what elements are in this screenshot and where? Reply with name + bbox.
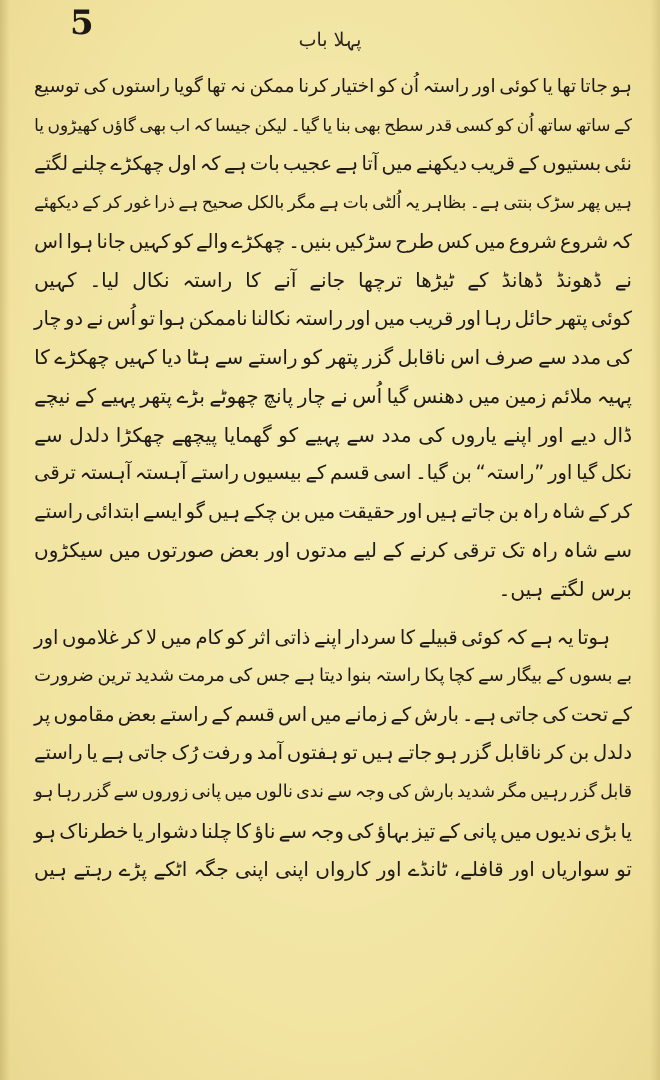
text-line: نکل گیا اور ”راستہ“ بن گیا۔ اسی قسم کے بیسیوں راستے آہستہ آہستہ ترقی <box>34 461 632 485</box>
text-line: تو سواریاں اور قافلے، ٹانڈے اور کارواں اپنی اپنی جگہ اٹکے پڑے رہتے ہیں <box>34 857 632 882</box>
text-line: کہ شروع شروع میں کس طرح سڑکیں بنیں۔ چھکڑے والے کو کہیں جانا ہوا اس <box>34 229 632 253</box>
paragraph <box>34 618 632 888</box>
text-line: کے ساتھ ساتھ اُن کو کسی قدر سطح بھی بنا یا گیا۔ لیکن جیسا کہ اب بھی گاؤں کھیڑوں یا <box>34 115 632 136</box>
text-line: ہیں پھر سڑک بنتی ہے۔ بظاہر یہ اُلٹی بات ہے مگر بالکل صحیح ہے ذرا غور کر کے دیکھئے <box>34 193 632 214</box>
text-line: قابل گزر رہیں مگر شدید بارش کی وجہ سے ندی نالوں میں پانی زوروں سے گزر رہا ہو <box>34 781 632 802</box>
text-line: نے ڈھونڈ ڈھانڈ کے ٹیڑھا ترچھا جانے آنے کا راستہ نکال لیا۔ کہیں <box>34 268 632 293</box>
text-line: کوئی پتھر حائل رہا اور قریب میں اور راستہ نکالنا ناممکن ہوا تو اُس نے دو چار <box>34 306 632 330</box>
text-line: دلدل بن کر ناقابل گزر ہو جاتے ہیں تو ہفتوں آمد و رفت رُک جاتی ہے یا راستے <box>34 741 632 765</box>
text-line: ہو جاتا تھا یا کوئی اور راستہ اُن کو اختیار کرنا ممکن نہ تھا گویا راستوں کی توسیع <box>34 76 632 98</box>
page-edge-shadow-right <box>650 0 660 1080</box>
text-line: سے شاہ راہ تک ترقی کرنے کے لیے مدتوں اور بعض صورتوں میں سیکڑوں <box>34 538 632 563</box>
text-line: ڈال دیے اور اپنے یاروں کی مدد سے پہیے کو گھمایا پیچھے چھکڑا دلدل سے <box>34 422 632 447</box>
text-line: برس لگتے ہیں۔ <box>498 577 632 602</box>
text-line: کے تحت کی جاتی ہے۔ بارش کے زمانے میں اس قسم کے راستے بعض مقاموں پر <box>34 702 632 726</box>
text-line: ہوتا یہ ہے کہ کوئی قبیلے کا سردار اپنے ذاتی اثر کو کام میں لا کر غلاموں اور <box>34 625 610 649</box>
text-line: کی مدد سے صرف اس ناقابل گزر پتھر کو راستے سے ہٹا دیا کہیں چھکڑے کا <box>34 345 632 370</box>
page-edge-shadow-left <box>0 0 10 1080</box>
page-number: 5 <box>70 3 94 43</box>
text-line: کر کے شاہ راہ بن جاتے ہیں اور حقیقت میں بن چکے ہیں گو ایسے ابتدائی راستے <box>34 499 632 523</box>
paragraph <box>34 68 632 608</box>
text-line: پہیہ ملائم زمین میں دھنس گیا اُس نے چار پانچ چھوٹے بڑے پتھر پہیے کے نیچے <box>34 384 632 409</box>
paragraph-gap <box>34 608 632 618</box>
body-text <box>34 68 632 888</box>
text-line: بے بسوں کے بیگار سے کچا پکا راستہ بنوا دیتا ہے جس کی مرمت شدید ترین ضرورت <box>34 665 632 687</box>
text-line: یا بڑی ندیوں میں پانی کے تیز بہاؤ کی وجہ سے ناؤ کا چلنا دشوار یا خطرناک ہو <box>34 818 632 843</box>
text-line: نئی بستیوں کے قریب دیکھنے میں آتا ہے عجیب بات ہے کہ اول چھکڑے چلنے لگتے <box>34 152 632 176</box>
running-head: پہلا باب <box>298 29 362 51</box>
